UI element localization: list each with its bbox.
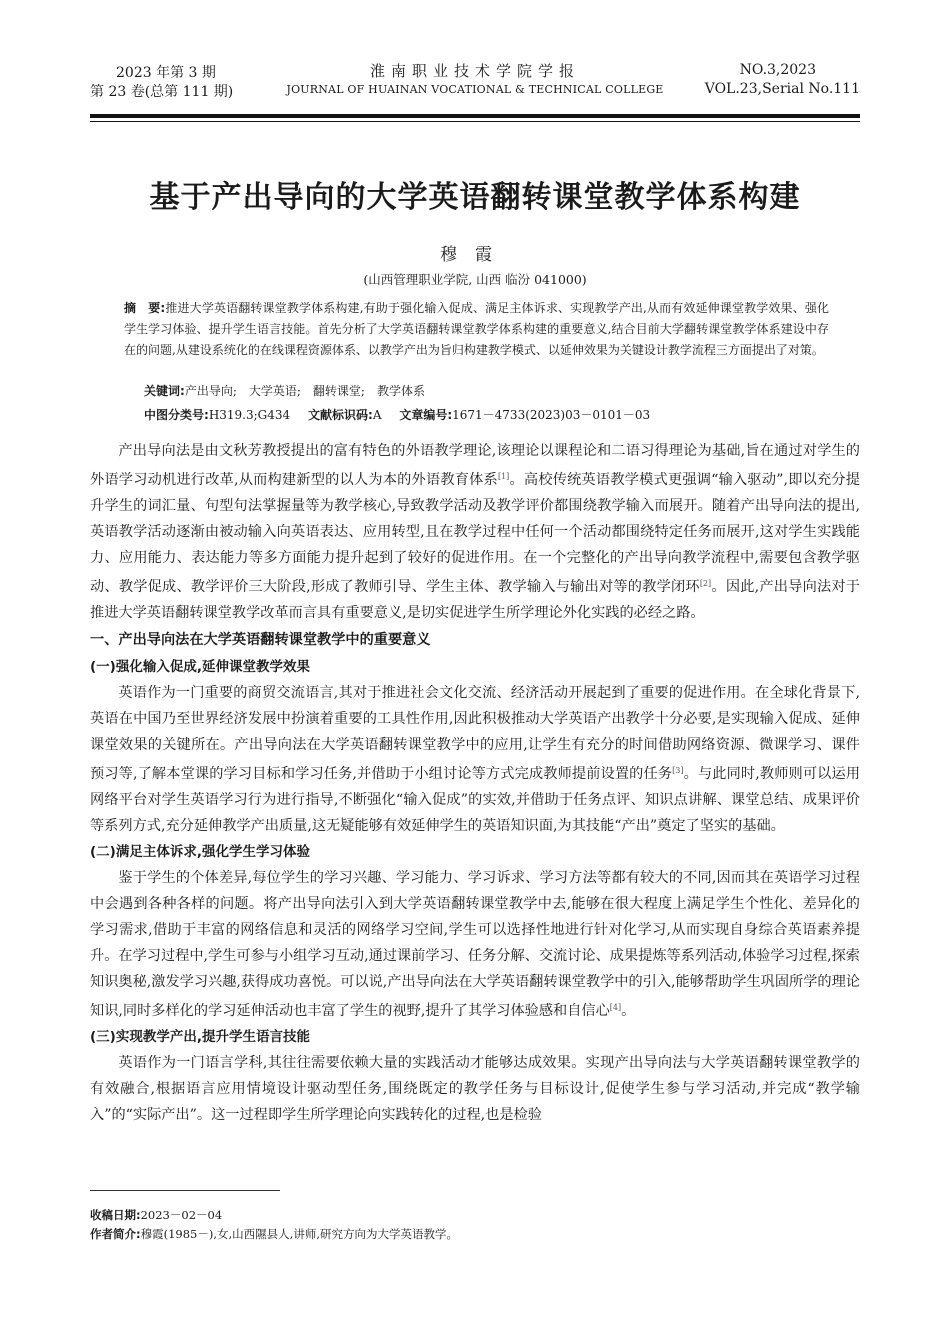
volume-en: VOL.23,Serial No.111 — [704, 81, 860, 97]
section-heading-1: 一、产出导向法在大学英语翻转课堂教学中的重要意义 — [90, 632, 431, 648]
received-date — [90, 1206, 458, 1225]
abstract — [124, 298, 829, 361]
issue-cn: 2023 年第 3 期 — [116, 65, 216, 81]
journal-name-cn: 淮南职业技术学院学报 — [369, 62, 580, 80]
sub3-text-a: 英语作为一门语言学科,其往往需要依赖大量的实践活动才能够达成效果。实现产出导向法与大学英语翻转课堂教学的有效融合,根据语言应用情境设计驱动型任务,围绕既定的教学任务与目标设计,促使学生参与学习活动,并完成“教学输入”的“实际产出”。这一过程即学生所学理论向实践转化的过程,也是检验 — [90, 1055, 860, 1123]
article-id-label: 文章编号: — [399, 408, 453, 422]
subsection-3-paragraph — [90, 1050, 860, 1128]
issue-en: NO.3,2023 — [739, 62, 816, 78]
bio-label: 作者简介: — [90, 1227, 141, 1241]
citation-3: [3] — [672, 766, 684, 775]
footnote-rule — [90, 1190, 280, 1191]
clc-value: H319.3;G434 — [208, 408, 291, 422]
article-body — [90, 438, 860, 1128]
article-title: 基于产出导向的大学英语翻转课堂教学体系构建 — [149, 180, 801, 215]
volume-cn: 第 23 卷(总第 111 期) — [90, 84, 234, 100]
header-rule-thin — [90, 121, 860, 122]
received-label: 收稿日期: — [90, 1208, 141, 1222]
subsection-2-paragraph — [90, 865, 860, 1024]
sub2-text-b: 。 — [621, 1003, 636, 1019]
abstract-text: 推进大学英语翻转课堂教学体系构建,有助于强化输入促成、满足主体诉求、实现教学产出,从而有效延伸课堂教学效果、强化学生学习体验、提升学生语言技能。首先分析了大学英语翻转课堂教学体系构建的重要意义,结合目前大学翻转课堂教学体系建设中存在的问题,从建设系统化的在线课程资源体系、以教学产出为旨归构建教学模式、以延伸效果为关键设计教学流程三方面提出了对策。 — [124, 301, 829, 357]
sub2-text-a: 鉴于学生的个体差异,每位学生的学习兴趣、学习能力、学习诉求、学习方法等都有较大的不同,因而其在英语学习过程中会遇到各种各样的问题。将产出导向法引入到大学英语翻转课堂教学中去,能够在很大程度上满足学生个性化、差异化的学习需求,借助于丰富的网络信息和灵活的网络学习空间,学生可以选择性地进行针对化学习,从而实现自身综合英语素养提升。在学习过程中,学生可参与小组学习互动,通过课前学习、任务分解、交流讨论、成果提炼等系列活动,体验学习过程,探索知识奥秘,激发学习兴趣,获得成功喜悦。可以说,产出导向法在大学英语翻转课堂教学中的引入,能够帮助学生巩固所学的理论知识,同时多样化的学习延伸活动也丰富了学生的视野,提升了其学习体验感和自信心 — [90, 870, 860, 1019]
footnote — [90, 1206, 458, 1244]
sub1-text-a: 英语作为一门重要的商贸交流语言,其对于推进社会文化交流、经济活动开展起到了重要的促进作用。在全球化背景下,英语在中国乃至世界经济发展中扮演着重要的工具性作用,因此积极推动大学英语产出教学十分必要,是实现输入促成、延伸课堂效果的关键所在。产出导向法在大学英语翻转课堂教学中的应用,让学生有充分的时间借助网络资源、微课学习、课件预习等,了解本堂课的学习目标和学习任务,并借助于小组讨论等方式完成教师提前设置的任务 — [90, 685, 860, 782]
journal-page — [90, 0, 861, 1241]
author-affiliation: (山西管理职业学院, 山西 临汾 041000) — [363, 272, 587, 287]
journal-name-en: JOURNAL OF HUAINAN VOCATIONAL & TECHNICAL COLLEGE — [286, 83, 664, 96]
intro-text-b: 。高校传统英语教学模式更强调“输入驱动”,即以充分提升学生的词汇量、句型句法掌握量等为教学核心,导致教学活动及教学评价都围绕教学输入而展开。随着产出导向法的提出,英语教学活动逐渐由被动输入向英语表达、应用转型,且在教学过程中任何一个活动都围绕特定任务而展开,这对学生实践能力、应用能力、表达能力等多方面能力提升起到了较好的促进作用。在一个完整化的产出导向教学流程中,需要包含教学驱动、教学促成、教学评价三大阶段,形成了教师引导、学生主体、教学输入与输出对等的教学闭环 — [90, 472, 860, 595]
sub1-text-b: 。与此同时,教师则可以运用网络平台对学生英语学习行为进行指导,不断强化“输入促成”的实效,并借助于任务点评、知识点讲解、课堂总结、成果评价等系列方式,充分延伸教学产出质量,这无疑能够有效延伸学生的英语知识面,为其技能“产出”奠定了坚实的基础。 — [90, 766, 861, 834]
doc-code-label: 文献标识码: — [308, 408, 373, 422]
abstract-label: 摘 要: — [124, 301, 166, 315]
author-bio — [90, 1225, 458, 1244]
keywords — [144, 382, 425, 399]
intro-text-c: 。因此,产出导向法对于推进大学英语翻转课堂教学改革而言具有重要意义,是切实促进学生所学理论外化实践的必经之路。 — [90, 579, 860, 621]
keywords-label: 关键词: — [144, 384, 185, 398]
intro-text-a: 产出导向法是由文秋芳教授提出的富有特色的外语教学理论,该理论以课程论和二语习得理论为基础,旨在通过对学生的外语学习动机进行改革,从而构建新型的以人为本的外语教育体系 — [90, 443, 860, 488]
received-value: 2023－02－04 — [140, 1208, 223, 1222]
subsection-heading-1: (一)强化输入促成,延伸课堂教学效果 — [90, 659, 310, 675]
citation-1: [1] — [497, 472, 510, 481]
citation-4: [4] — [609, 1003, 622, 1012]
intro-paragraph — [90, 438, 860, 626]
doc-code-value: A — [372, 408, 382, 422]
keywords-text: 产出导向; 大学英语; 翻转课堂; 教学体系 — [184, 384, 425, 398]
running-header — [90, 0, 860, 112]
article-id-value: 1671－4733(2023)03－0101－03 — [452, 408, 651, 422]
classification-line — [144, 406, 650, 423]
article-author: 穆霞 — [440, 245, 510, 265]
subsection-heading-2: (二)满足主体诉求,强化学生学习体验 — [90, 844, 310, 860]
header-rule-thick — [90, 114, 860, 118]
citation-2: [2] — [699, 579, 712, 588]
clc-label: 中图分类号: — [144, 408, 209, 422]
bio-value: 穆霞(1985－),女,山西隰县人,讲师,研究方向为大学英语教学。 — [140, 1227, 458, 1241]
subsection-1-paragraph — [90, 680, 860, 839]
subsection-heading-3: (三)实现教学产出,提升学生语言技能 — [90, 1029, 310, 1045]
